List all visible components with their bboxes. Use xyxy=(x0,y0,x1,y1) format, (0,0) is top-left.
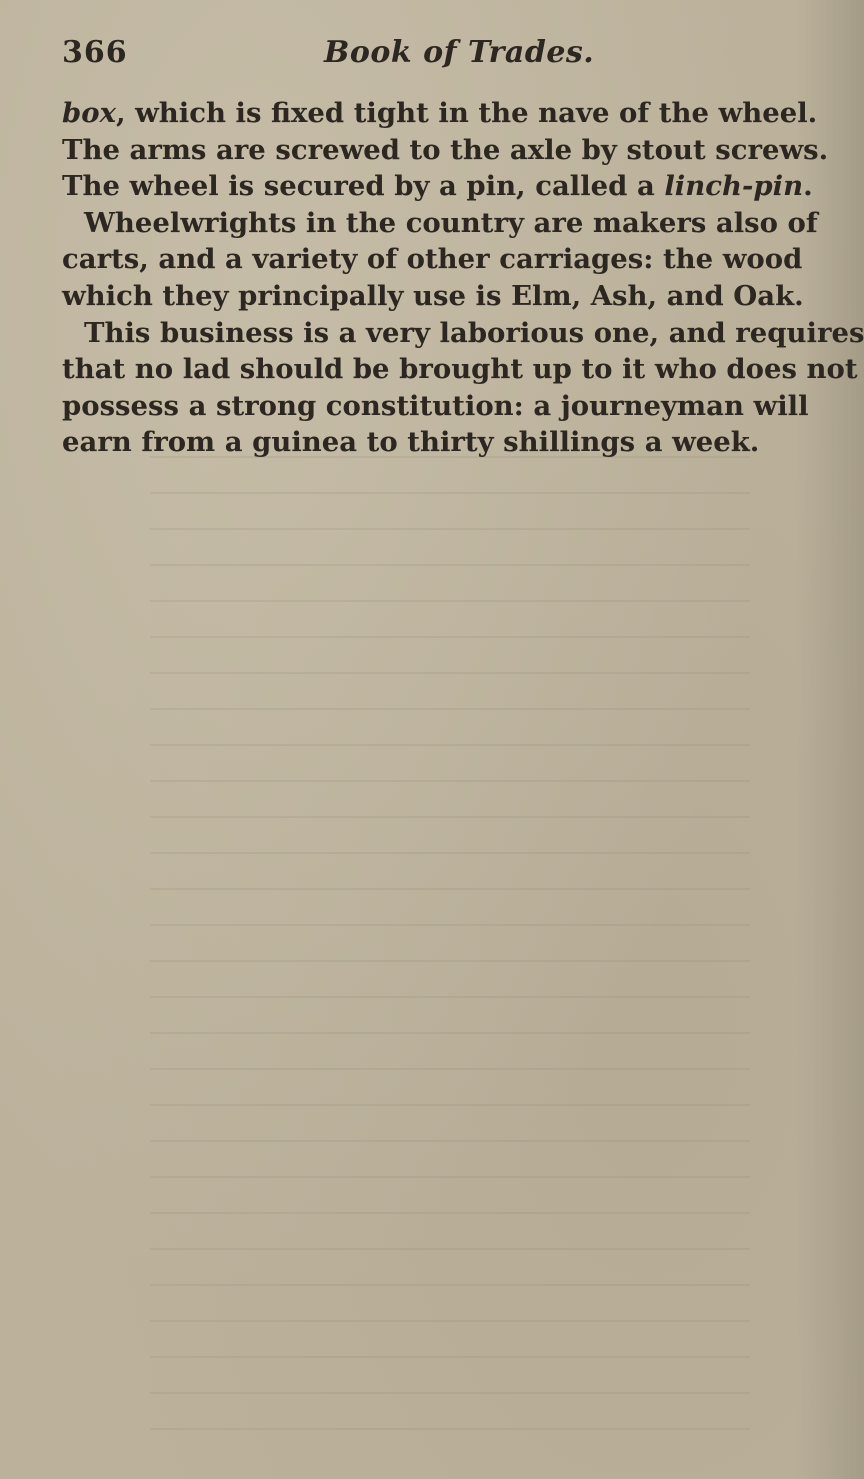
running-title: Book of Trades. xyxy=(324,35,595,70)
text-line: The arms are screwed to the axle by stout screws. xyxy=(62,133,829,166)
show-through-texture xyxy=(150,430,750,1430)
text-line: carts, and a variety of other carriages: the wood xyxy=(62,243,803,276)
text-line: This business is a very laborious one, and requires xyxy=(84,316,864,349)
text-line: Wheelwrights in the country are makers also of xyxy=(84,206,818,239)
text-line: possess a strong constitution: a journeyman will xyxy=(62,389,809,422)
text-line: earn from a guinea to thirty shillings a week. xyxy=(62,426,760,459)
text-line: which they principally use is Elm, Ash, and Oak. xyxy=(62,279,804,312)
text-line: box, which is fixed tight in the nave of the wheel. xyxy=(62,97,818,129)
text-line: The wheel is secured by a pin, called a linch-pin. xyxy=(62,170,813,203)
running-head xyxy=(62,30,762,76)
page-number: 366 xyxy=(62,35,128,70)
text-line: that no lad should be brought up to it who does not xyxy=(62,353,858,386)
body-text xyxy=(62,95,864,461)
